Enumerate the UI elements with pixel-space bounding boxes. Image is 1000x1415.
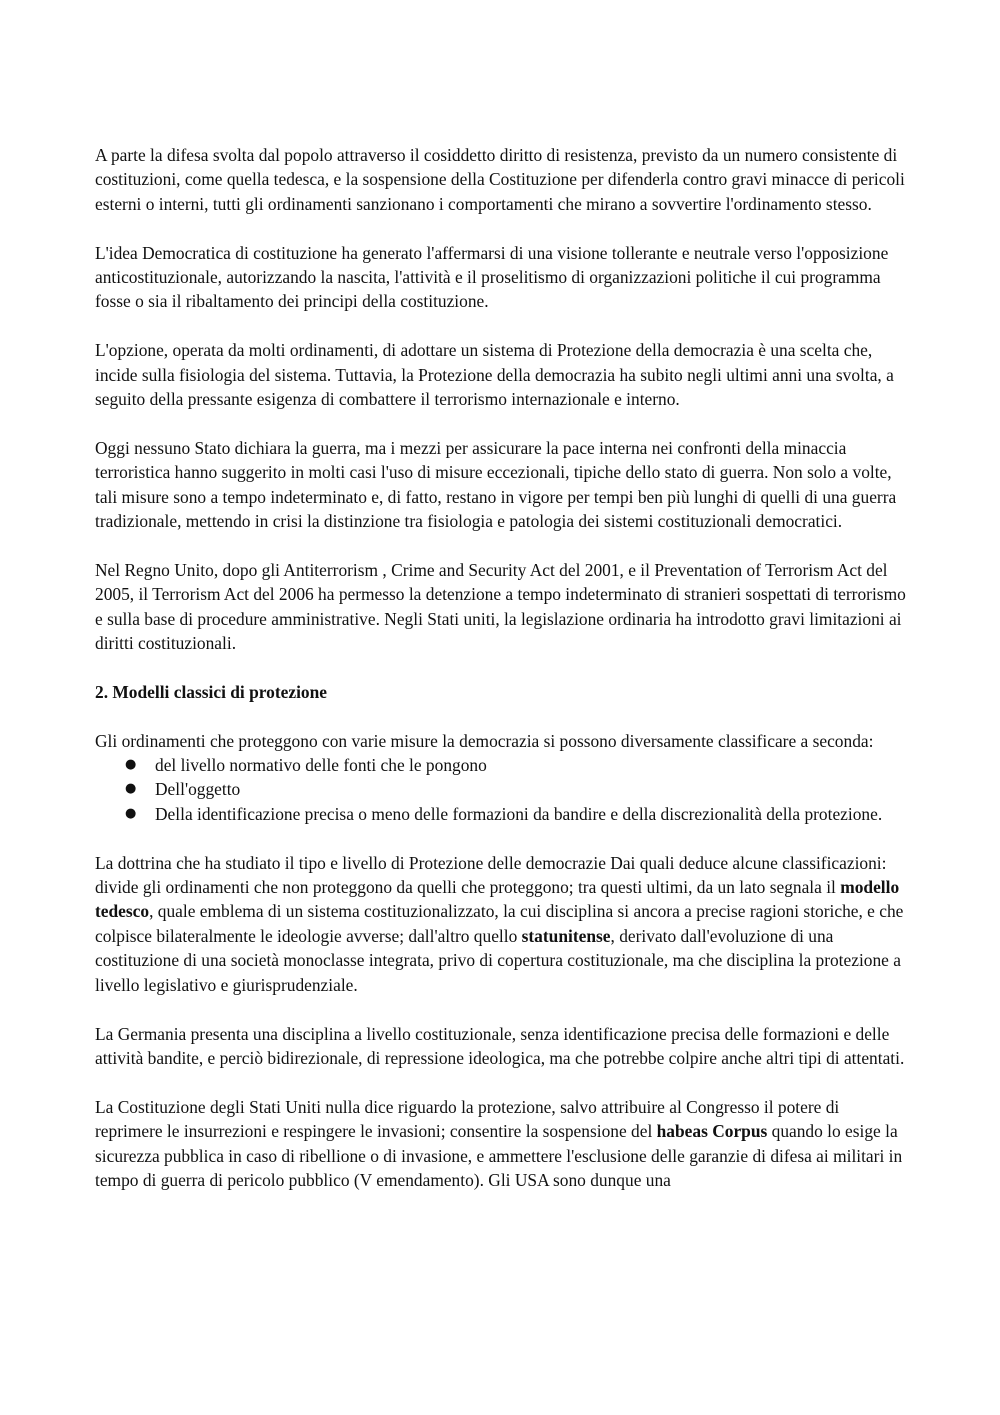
paragraph-terrorism-measures: Oggi nessuno Stato dichiara la guerra, ma i mezzi per assicurare la pace interna nei confronti della minaccia terroristica hanno suggerito in molti casi l'uso di misure eccezionali, tipiche dello stato di guerra. Non solo a volte, tali misure sono a tempo indeterminato e, di fatto, restano in vigore per tempi ben più lunghi di quelli di una guerra tradizionale, mettendo in crisi la distinzione tra fisiologia e patologia dei sistemi costituzionali democratici.	[95, 437, 897, 532]
bold-term-us-model: statunitense	[521, 925, 611, 946]
list-item	[125, 777, 907, 801]
bullet-icon: ●	[125, 757, 137, 773]
list-item	[125, 802, 907, 826]
section-intro: Gli ordinamenti che proteggono con varie misure la democrazia si possono diversamente classificare a seconda:	[95, 730, 874, 751]
section-heading: 2. Modelli classici di protezione	[95, 681, 328, 702]
paragraph-protection-option: L'opzione, operata da molti ordinamenti, di adottare un sistema di Protezione della democrazia è una scelta che, incide sulla fisiologia del sistema. Tuttavia, la Protezione della democrazia ha subito negli ultimi anni una svolta, a seguito della pressante esigenza di combattere il terrorismo internazionale e interno.	[95, 340, 894, 410]
paragraph-resistance-right: A parte la difesa svolta dal popolo attraverso il cosiddetto diritto di resistenza, previsto da un numero consistente di costituzioni, come quella tedesca, e la sospensione della Costituzione per difenderla contro gravi minacce di pericoli esterni o interni, tutti gli ordinamenti sanzionano i comportamenti che mirano a sovvertire l'ordinamento stesso.	[95, 145, 905, 214]
list-item-text: Della identificazione precisa o meno delle formazioni da bandire e della discrezionalità della protezione.	[155, 803, 883, 824]
text-run: , derivato dall'evoluzione di una costituzione di una società monoclasse integrata, privo di copertura costituzionale, ma che disciplina la protezione a livello legislativo e giurisprudenziale.	[95, 925, 901, 995]
bold-term-habeas-corpus: habeas Corpus	[656, 1121, 768, 1142]
list-item	[125, 753, 907, 777]
paragraph-doctrine-classification	[95, 851, 907, 997]
document-page	[95, 143, 907, 1217]
text-run: La dottrina che ha studiato il tipo e livello di Protezione delle democrazie Dai quali deduce alcune classificazioni: divide gli ordinamenti che non proteggono da quelli che proteggono; tra questi ultimi, da un lato segnala il	[95, 852, 887, 898]
text-run: quando lo esige la sicurezza pubblica in caso di ribellione o di invasione, e ammettere l'esclusione delle garanzie di difesa ai militari in tempo di guerra di pericolo pubblico (V emendamento). Gli USA sono dunque una	[95, 1121, 903, 1190]
paragraph-united-kingdom: Nel Regno Unito, dopo gli Antiterrorism , Crime and Security Act del 2001, e il Preventation of Terrorism Act del 2005, il Terrorism Act del 2006 ha permesso la detenzione a tempo indeterminato di stranieri sospettati di terrorismo e sulla base di procedure amministrative. Negli Stati uniti, la legislazione ordinaria ha introdotto gravi limitazioni ai diritti costituzionali.	[95, 559, 906, 654]
bullet-icon: ●	[125, 781, 137, 797]
classification-list	[95, 753, 907, 826]
bullet-icon: ●	[125, 805, 137, 821]
list-item-text: Dell'oggetto	[155, 779, 241, 800]
text-run: , quale emblema di un sistema costituzionalizzato, la cui disciplina si ancora a precise ragioni storiche, e che colpisce bilateralmente le ideologie avverse; dall'altro quello	[95, 901, 904, 946]
text-run: La Costituzione degli Stati Uniti nulla dice riguardo la protezione, salvo attribuire al Congresso il potere di reprimere le insurrezioni e respingere le invasioni; consentire la sospensione del	[95, 1096, 840, 1142]
bold-term-german-model: modello tedesco	[95, 877, 900, 922]
paragraph-us-constitution	[95, 1095, 907, 1193]
list-item-text: del livello normativo delle fonti che le pongono	[155, 755, 487, 776]
paragraph-democratic-idea: L'idea Democratica di costituzione ha generato l'affermarsi di una visione tollerante e neutrale verso l'opposizione anticostituzionale, autorizzando la nascita, l'attività e il proselitismo di organizzazioni politiche il cui programma fosse o sia il ribaltamento dei principi della costituzione.	[95, 242, 889, 312]
paragraph-germany: La Germania presenta una disciplina a livello costituzionale, senza identificazione precisa delle formazioni e delle attività bandite, e perciò bidirezionale, di repressione ideologica, ma che potrebbe colpire anche altri tipi di attentati.	[95, 1023, 905, 1068]
